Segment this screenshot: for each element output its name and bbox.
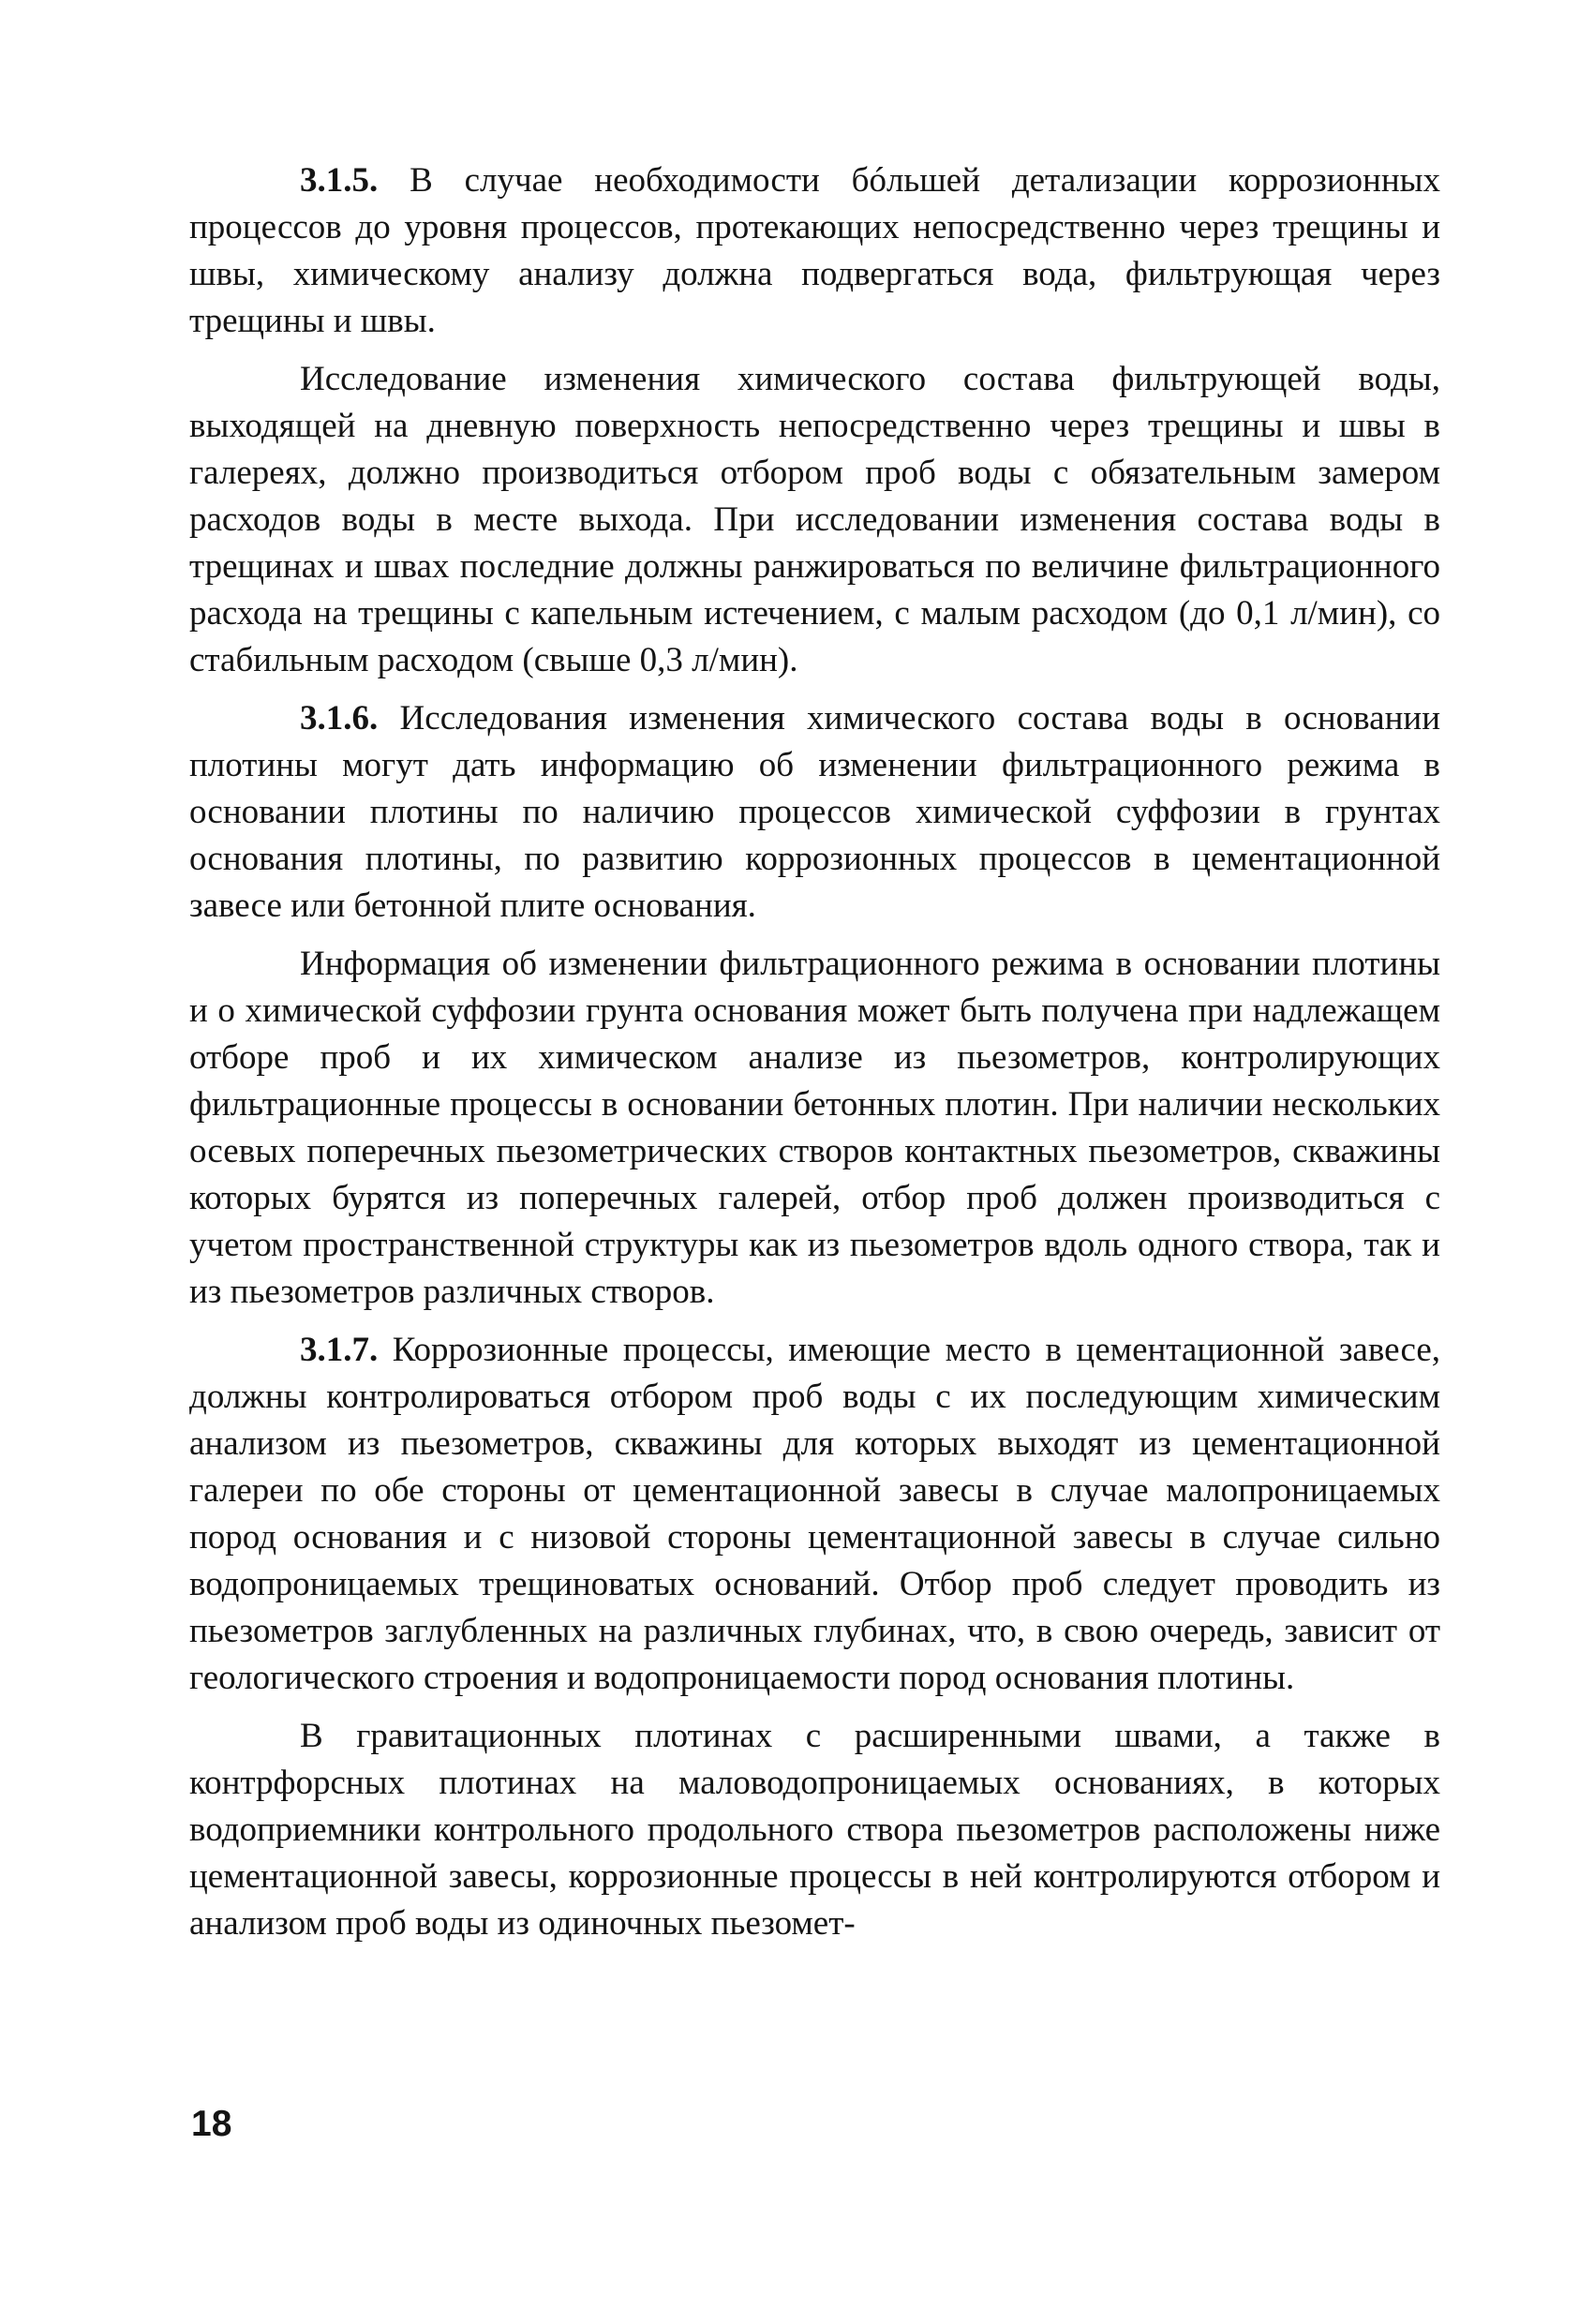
paragraph-text: Коррозионные процессы, имеющие место в цементационной завесе, должны контролироваться отбором проб воды с их последующим химическим анализом из пьезометров, скважины для которых выходят из цементационной галереи по обе стороны от цементационной завесы в случае малопроницаемых пород основания и с низовой стороны цементационной завесы в случае сильно водопроницаемых трещиноватых оснований. Отбор проб следует проводить из пьезометров заглубленных на различных глубинах, что, в свою очередь, зависит от геологического строения и водопроницаемости пород основания плотины. xyxy=(189,1331,1440,1697)
paragraph-3-1-6 xyxy=(189,695,1440,930)
section-number: 3.1.6. xyxy=(300,699,379,737)
paragraph-text: В случае необходимости бóльшей детализации коррозионных процессов до уровня процессов, протекающих непосредственно через трещины и швы, химическому анализу должна подвергаться вода, фильтрующая через трещины и швы. xyxy=(189,161,1440,340)
paragraph-gravity-dams xyxy=(189,1713,1440,1947)
paragraph-3-1-5 xyxy=(189,157,1440,345)
section-number: 3.1.7. xyxy=(300,1331,379,1369)
paragraph-filtration-regime-info xyxy=(189,941,1440,1316)
paragraph-water-composition-study xyxy=(189,356,1440,684)
paragraph-text: Исследования изменения химического состава воды в основании плотины могут дать информацию об изменении фильтрационного режима в основании плотины по наличию процессов химической суффозии в грунтах основания плотины, по развитию коррозионных процессов в цементационной завесе или бетонной плите основания. xyxy=(189,699,1440,925)
page-number: 18 xyxy=(191,2104,232,2144)
page-body xyxy=(189,157,1440,1959)
paragraph-text: Информация об изменении фильтрационного режима в основании плотины и о химической суффозии грунта основания может быть получена при надлежащем отборе проб и их химическом анализе из пьезометров, контролирующих фильтрационные процессы в основании бетонных плотин. При наличии нескольких осевых поперечных пьезометрических створов контактных пьезометров, скважины которых бурятся из поперечных галерей, отбор проб должен производиться с учетом пространственной структуры как из пьезометров вдоль одного створа, так и из пьезометров различных створов. xyxy=(189,945,1440,1311)
paragraph-text: Исследование изменения химического состава фильтрующей воды, выходящей на дневную поверхность непосредственно через трещины и швы в галереях, должно производиться отбором проб воды с обязательным замером расходов воды в месте выхода. При исследовании изменения состава воды в трещинах и швах последние должны ранжироваться по величине фильтрационного расхода на трещины с капельным истечением, с малым расходом (до 0,1 л/мин), со стабильным расходом (свыше 0,3 л/мин). xyxy=(189,360,1440,679)
paragraph-3-1-7 xyxy=(189,1327,1440,1702)
section-number: 3.1.5. xyxy=(300,161,379,200)
paragraph-text: В гравитационных плотинах с расширенными швами, а также в контрфорсных плотинах на маловодопроницаемых основаниях, в которых водоприемники контрольного продольного створа пьезометров расположены ниже цементационной завесы, коррозионные процессы в ней контролируются отбором и анализом проб воды из одиночных пьезомет- xyxy=(189,1717,1440,1943)
